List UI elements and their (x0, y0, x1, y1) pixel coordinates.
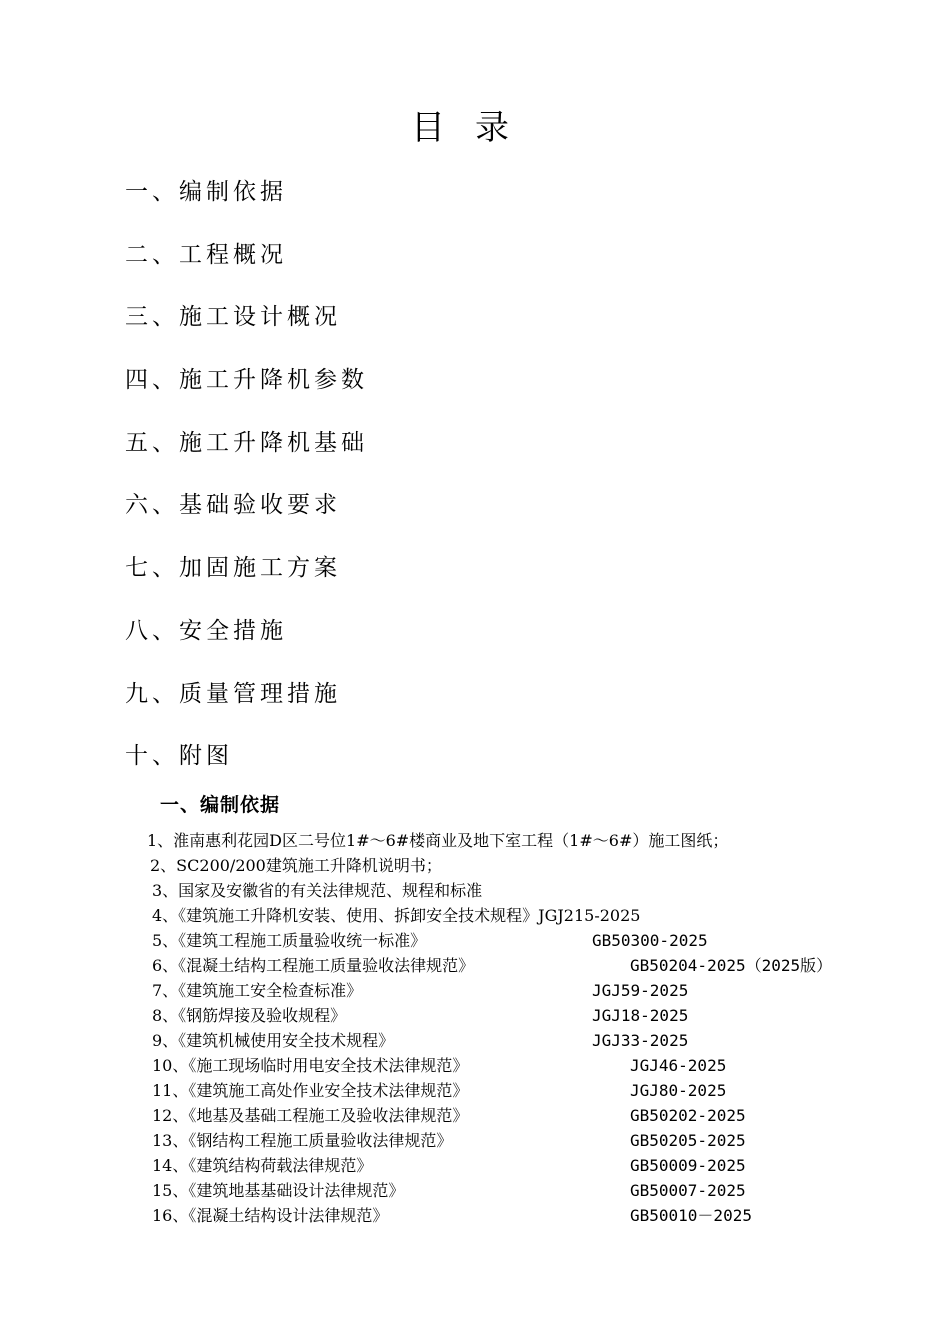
reference-code: GB50205-2025 (630, 1131, 746, 1150)
toc-item: 三、施工设计概况 (125, 304, 341, 331)
reference-title: 12、《地基及基础工程施工及验收法律规范》 (152, 1106, 469, 1125)
toc-item: 七、加固施工方案 (125, 555, 341, 582)
reference-code: JGJ46-2025 (630, 1056, 727, 1075)
toc-item: 一、编制依据 (125, 179, 287, 205)
reference-title: 5、《建筑工程施工质量验收统一标准》 (152, 931, 427, 950)
reference-code: JGJ18-2025 (592, 1006, 689, 1025)
reference-item (0, 953, 950, 978)
reference-title: 16、《混凝土结构设计法律规范》 (152, 1206, 389, 1225)
toc-item: 四、施工升降机参数 (125, 367, 368, 394)
reference-item (0, 1053, 950, 1078)
reference-item (0, 978, 950, 1003)
reference-code: JGJ59-2025 (592, 981, 689, 1000)
reference-item (0, 1103, 950, 1128)
reference-title: 1、淮南惠利花园D区二号位1#～6#楼商业及地下室工程（1#～6#）施工图纸； (147, 831, 729, 850)
reference-title: 3、国家及安徽省的有关法律规范、规程和标准 (152, 881, 483, 900)
reference-code: GB50202-2025 (630, 1106, 746, 1125)
page-title: 目录 (411, 108, 539, 148)
reference-item (0, 853, 950, 878)
reference-item (0, 1153, 950, 1178)
reference-item (0, 1028, 950, 1053)
reference-code: GB50204-2025（2025版） (630, 956, 833, 975)
reference-code: GB50007-2025 (630, 1181, 746, 1200)
toc-item: 十、附图 (125, 743, 233, 770)
reference-code: JGJ33-2025 (592, 1031, 689, 1050)
reference-item (0, 1003, 950, 1028)
reference-code: GB50009-2025 (630, 1156, 746, 1175)
reference-title: 13、《钢结构工程施工质量验收法律规范》 (152, 1131, 453, 1150)
toc-item: 五、施工升降机基础 (125, 429, 368, 456)
reference-item (0, 1178, 950, 1203)
toc-item: 八、安全措施 (125, 617, 287, 644)
reference-item (0, 1128, 950, 1153)
toc-item: 六、基础验收要求 (125, 492, 341, 519)
reference-item (0, 1078, 950, 1103)
reference-title: 8、《钢筋焊接及验收规程》 (152, 1006, 347, 1025)
toc-item: 二、工程概况 (125, 241, 287, 268)
table-of-contents (125, 172, 368, 799)
reference-title: 9、《建筑机械使用安全技术规程》 (152, 1031, 395, 1050)
reference-title: 4、《建筑施工升降机安装、使用、拆卸安全技术规程》JGJ215-2025 (152, 906, 641, 925)
toc-item: 九、质量管理措施 (125, 680, 341, 707)
reference-code: GB50300-2025 (592, 931, 708, 950)
reference-title: 2、SC200/200建筑施工升降机说明书； (150, 856, 442, 875)
reference-item (0, 828, 950, 853)
reference-title: 15、《建筑地基基础设计法律规范》 (152, 1181, 405, 1200)
reference-item (0, 878, 950, 903)
reference-title: 6、《混凝土结构工程施工质量验收法律规范》 (152, 956, 475, 975)
reference-title: 14、《建筑结构荷载法律规范》 (152, 1156, 373, 1175)
section-heading: 一、编制依据 (160, 794, 281, 816)
reference-code: GB50010－2025 (630, 1206, 752, 1225)
reference-title: 10、《施工现场临时用电安全技术法律规范》 (152, 1056, 469, 1075)
reference-title: 11、《建筑施工高处作业安全技术法律规范》 (152, 1081, 469, 1100)
reference-title: 7、《建筑施工安全检查标准》 (152, 981, 363, 1000)
reference-item (0, 903, 950, 928)
reference-code: JGJ80-2025 (630, 1081, 727, 1100)
reference-item (0, 1203, 950, 1228)
reference-item (0, 928, 950, 953)
